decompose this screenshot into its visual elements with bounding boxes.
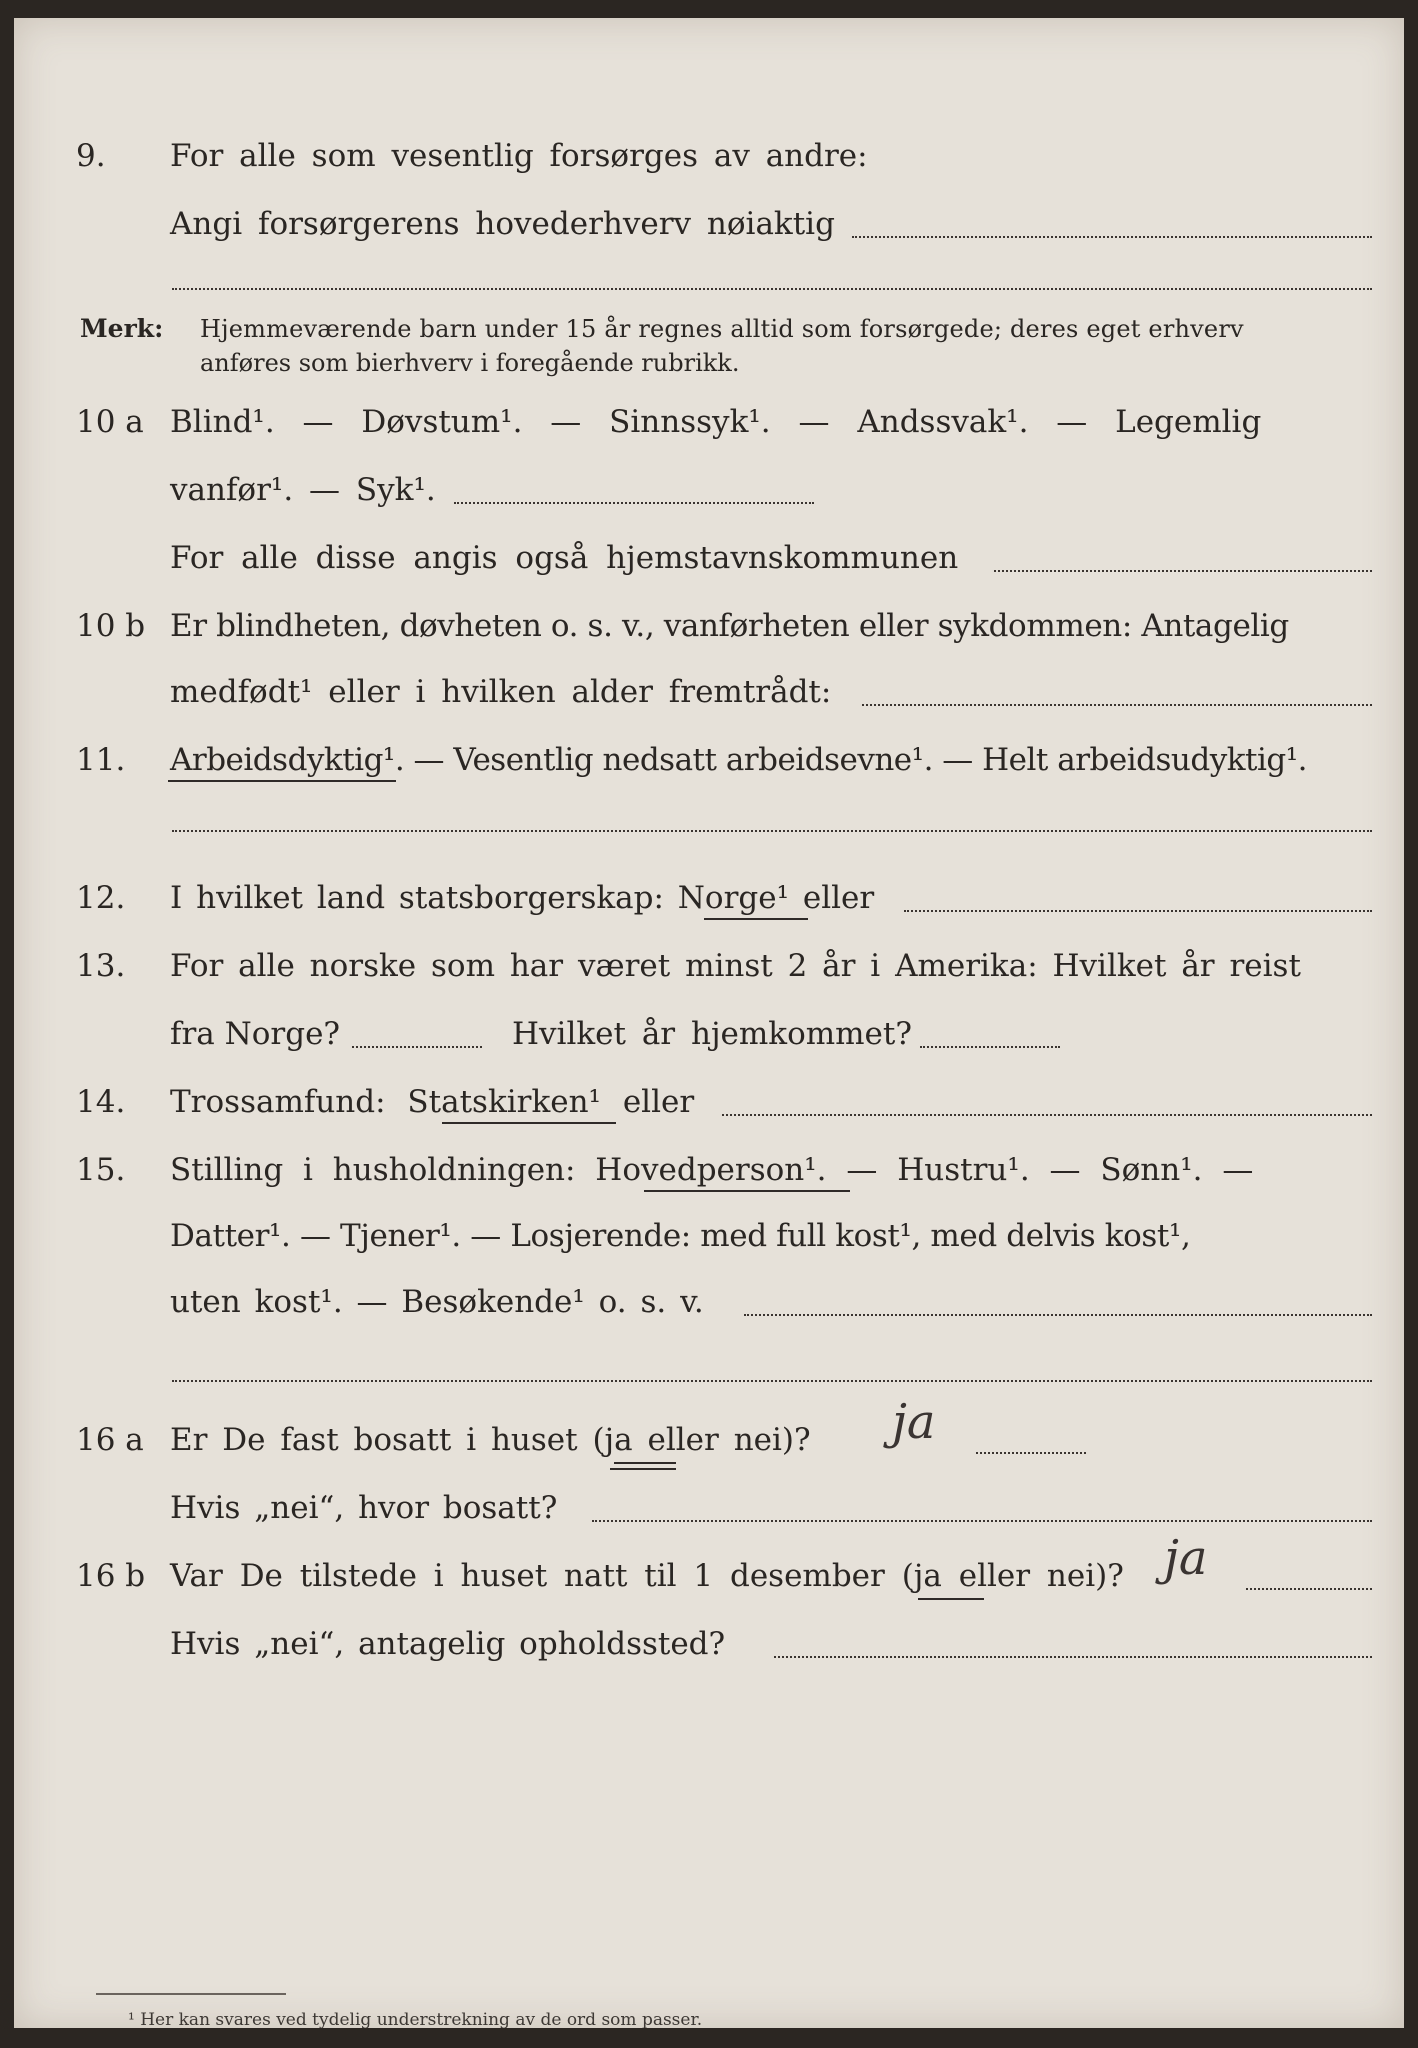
item-number-11: 11. (76, 742, 126, 778)
item-number-15: 15. (76, 1152, 126, 1188)
q14-line1: Trossamfund: Statskirken¹ eller (170, 1084, 695, 1120)
q16b-handwritten-answer: ja (1164, 1530, 1208, 1586)
q16a-underline-mark-2 (610, 1468, 676, 1470)
q13-line2a: fra Norge? (170, 1016, 341, 1052)
q16b-line1: Var De tilstede i huset natt til 1 desember (ja eller nei)? (170, 1558, 1124, 1594)
q16b-line2: Hvis „nei“, antagelig opholdssted? (170, 1626, 726, 1662)
q14-underline-mark (442, 1122, 616, 1124)
q11-line1: Arbeidsdyktig¹. — Vesentlig nedsatt arbeidsevne¹. — Helt arbeidsudyktig¹. (170, 742, 1308, 778)
item-number-10a: 10 a (76, 404, 144, 440)
census-form-page (14, 18, 1404, 2028)
q16a-handwritten-answer: ja (892, 1394, 936, 1450)
q16a-answer-field[interactable] (976, 1452, 1086, 1454)
q12-underline-mark (704, 918, 808, 920)
q15-line1: Stilling i husholdningen: Hovedperson¹. — Hustru¹. — Sønn¹. — (170, 1152, 1254, 1188)
q15-underline-mark (644, 1190, 850, 1192)
q15-answer-field[interactable] (744, 1314, 1372, 1316)
q11-answer-field[interactable] (172, 830, 1372, 832)
q13-return-field[interactable] (920, 1046, 1060, 1048)
q10a-line2: vanfør¹. — Syk¹. (170, 472, 436, 508)
q15-line2: Datter¹. — Tjener¹. — Losjerende: med full kost¹, med delvis kost¹, (170, 1218, 1191, 1254)
q13-line2b: Hvilket år hjemkommet? (512, 1016, 912, 1052)
item-number-9: 9. (76, 138, 106, 174)
q10a-answer-field[interactable] (454, 502, 814, 504)
q14-answer-field[interactable] (722, 1114, 1372, 1116)
q16a-line2: Hvis „nei“, hvor bosatt? (170, 1490, 558, 1526)
q9-line1: For alle som vesentlig forsørges av andre: (170, 138, 868, 174)
merk-label: Merk: (80, 314, 164, 343)
q10b-answer-field[interactable] (862, 704, 1372, 706)
q12-line1: I hvilket land statsborgerskap: Norge¹ eller (170, 880, 875, 916)
q13-departure-field[interactable] (352, 1046, 482, 1048)
q16a-residence-field[interactable] (592, 1520, 1372, 1522)
footnote-text: ¹ Her kan svares ved tydelig understrekning av de ord som passer. (128, 2010, 703, 2028)
merk-line1: Hjemmeværende barn under 15 år regnes alltid som forsørgede; deres eget erhverv (200, 315, 1244, 343)
q15-answer-field-2[interactable] (172, 1380, 1372, 1382)
q16b-location-field[interactable] (774, 1656, 1372, 1658)
item-number-16b: 16 b (76, 1558, 146, 1594)
q10a-hometown-field[interactable] (994, 570, 1372, 572)
q11-underline-mark (168, 780, 396, 782)
q9-line2: Angi forsørgerens hovederhverv nøiaktig (170, 206, 835, 242)
q13-line1: For alle norske som har været minst 2 år i Amerika: Hvilket år reist (170, 948, 1301, 984)
q10a-line1: Blind¹. — Døvstum¹. — Sinnssyk¹. — Andssvak¹. — Legemlig (170, 404, 1262, 440)
item-number-16a: 16 a (76, 1422, 144, 1458)
item-number-14: 14. (76, 1084, 126, 1120)
item-number-12: 12. (76, 880, 126, 916)
q16b-answer-field[interactable] (1246, 1588, 1372, 1590)
item-number-10b: 10 b (76, 608, 146, 644)
q16a-underline-mark (614, 1462, 676, 1464)
q10a-line3: For alle disse angis også hjemstavnskommunen (170, 540, 959, 576)
merk-line2: anføres som bierhverv i foregående rubrikk. (200, 349, 740, 377)
q9-answer-field-2[interactable] (172, 288, 1372, 290)
footnote-rule (96, 1993, 286, 1995)
q10b-line2: medfødt¹ eller i hvilken alder fremtrådt: (170, 674, 832, 710)
q9-answer-field[interactable] (852, 236, 1372, 238)
item-number-13: 13. (76, 948, 126, 984)
q15-line3: uten kost¹. — Besøkende¹ o. s. v. (170, 1284, 704, 1320)
q10b-line1: Er blindheten, døvheten o. s. v., vanførheten eller sykdommen: Antagelig (170, 608, 1289, 644)
q16a-line1: Er De fast bosatt i huset (ja eller nei)? (170, 1422, 811, 1458)
q16b-underline-mark (918, 1598, 984, 1600)
q12-answer-field[interactable] (904, 910, 1372, 912)
